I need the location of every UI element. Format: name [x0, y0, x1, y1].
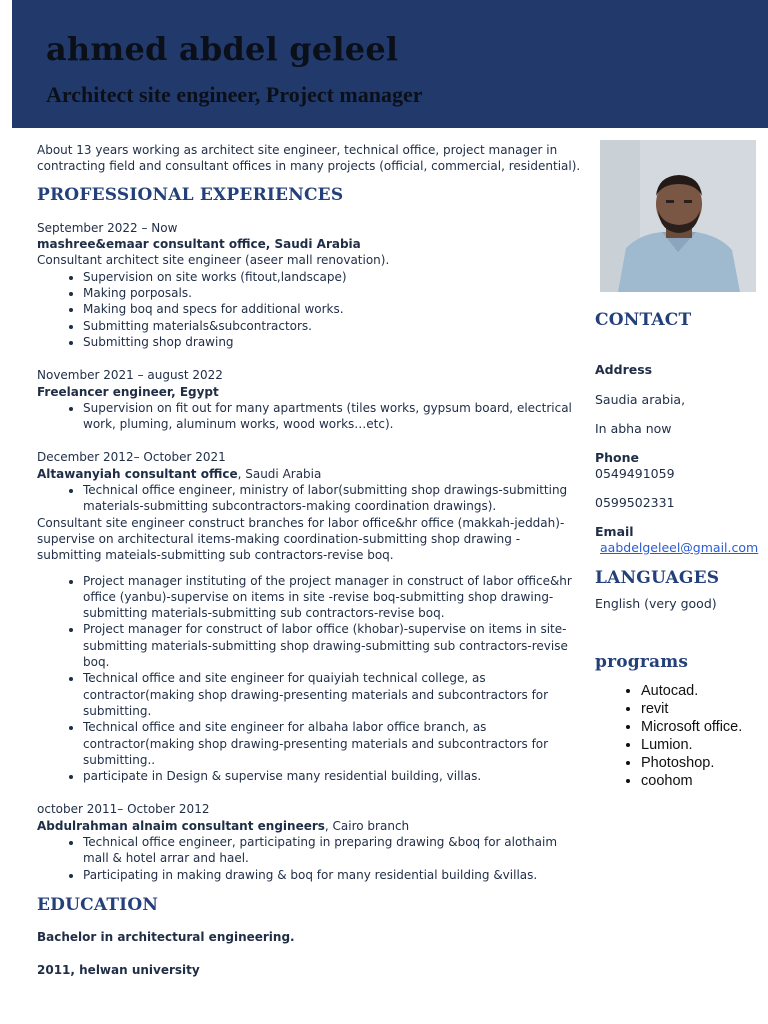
experience-heading: PROFESSIONAL EXPERIENCES [37, 184, 344, 205]
experience-entry [37, 220, 582, 350]
programs-list [595, 682, 765, 790]
list-item: • coohom [641, 772, 765, 790]
about-text: About 13 years working as architect site engineer, technical office, project manager in contracting field and consultant offices in many projects (official, commercial, residential). [37, 143, 581, 174]
list-item: • Technical office engineer, participating in preparing drawing &boq for alothaim mall & hotel arrar and hael. [83, 834, 582, 867]
sidebar [595, 310, 765, 790]
email-label: Email [595, 524, 634, 539]
job-duties [37, 834, 582, 883]
job-company: Abdulrahman alnaim consultant engineers [37, 818, 325, 833]
phone-number: 0599502331 [595, 495, 675, 510]
contact-heading: CONTACT [595, 310, 692, 330]
job-company-line [37, 466, 582, 482]
list-item: • Technical office and site engineer for quaiyiah technical college, as contractor(making shop drawing-presenting materials and subcontractors for submitting. [83, 670, 582, 719]
list-item: • Submitting materials&subcontractors. [83, 318, 582, 334]
education-heading: EDUCATION [37, 894, 159, 915]
job-period: September 2022 – Now [37, 220, 178, 235]
job-duties [37, 400, 582, 433]
job-location: , Cairo branch [324, 818, 410, 833]
experience-entry [37, 367, 582, 432]
person-silhouette-image [600, 140, 756, 292]
programs-heading: programs [595, 652, 689, 672]
phone-label: Phone [595, 450, 640, 465]
person-name: ahmed abdel geleel [46, 30, 399, 68]
list-item: • Technical office and site engineer for albaha labor office branch, as contractor(making shop drawing-presenting materials and subcontractors for submitting.. [83, 719, 582, 768]
list-item: • Supervision on fit out for many apartments (tiles works, gypsum board, electrical work, pluming, aluminum works, wood works…etc). [83, 400, 582, 433]
list-item: • Microsoft office. [641, 718, 765, 736]
list-item: • Technical office engineer, ministry of labor(submitting shop drawings-submitting materials-submitting subcontractors-making coordination drawings). [83, 482, 582, 515]
list-item: • Project manager for construct of labor office (khobar)-supervise on items in site-submitting materials-submitting shop drawing-submitting sub contractors-revise boq. [83, 621, 582, 670]
profile-photo [600, 140, 756, 292]
job-duties [37, 482, 582, 515]
phone-number: 0549491059 [595, 466, 675, 481]
job-company: mashree&emaar consultant office, Saudi Arabia [37, 237, 361, 252]
language-item: English (very good) [595, 596, 717, 611]
languages-heading: LANGUAGES [595, 568, 720, 588]
list-item: • Autocad. [641, 682, 765, 700]
list-item: • Project manager instituting of the project manager in construct of labor office&hr office (yanbu)-supervise on items in site -revise boq-submitting shop drawing-submitting materials-submitting sub contractors-revise boq. [83, 573, 582, 622]
list-item: • participate in Design & supervise many residential building, villas. [83, 768, 582, 784]
list-item: • Making boq and specs for additional works. [83, 301, 582, 317]
list-item: • Making porposals. [83, 285, 582, 301]
list-item: • Participating in making drawing & boq for many residential building &villas. [83, 867, 582, 883]
job-period: December 2012– October 2021 [37, 450, 226, 465]
job-period: october 2011– October 2012 [37, 802, 210, 817]
education-degree: Bachelor in architectural engineering. [37, 930, 295, 945]
job-period: November 2021 – august 2022 [37, 368, 223, 383]
list-item: • Photoshop. [641, 754, 765, 772]
list-item: • Supervision on site works (fitout,landscape) [83, 269, 582, 285]
job-paragraph: Consultant site engineer construct branches for labor office&hr office (makkah-jeddah)- supervise on architectural items-making coordination-submitting shop drawing -submitting mateials-submitting sub contractors-revise boq. [37, 515, 565, 563]
job-role: Consultant architect site engineer (aseer mall renovation). [37, 253, 390, 268]
job-company: Freelancer engineer, Egypt [37, 384, 219, 399]
list-item: • Lumion. [641, 736, 765, 754]
experience-entry [37, 801, 582, 882]
job-company: Altawanyiah consultant office [37, 466, 238, 481]
education-school: 2011, helwan university [37, 963, 200, 978]
experience-entry [37, 449, 582, 784]
job-location: , Saudi Arabia [237, 466, 322, 481]
address-line: Saudia arabia, [595, 392, 686, 407]
email-link[interactable]: aabdelgeleel@gmail.com [600, 540, 759, 555]
job-company-line [37, 818, 582, 834]
job-duties [37, 573, 582, 785]
address-label: Address [595, 362, 653, 377]
list-item: • Submitting shop drawing [83, 334, 582, 350]
main-column [37, 142, 582, 996]
address-line: In abha now [595, 421, 672, 436]
list-item: • revit [641, 700, 765, 718]
job-title: Architect site engineer, Project manager [46, 82, 423, 107]
header-banner [12, 0, 768, 128]
job-duties [37, 269, 582, 350]
